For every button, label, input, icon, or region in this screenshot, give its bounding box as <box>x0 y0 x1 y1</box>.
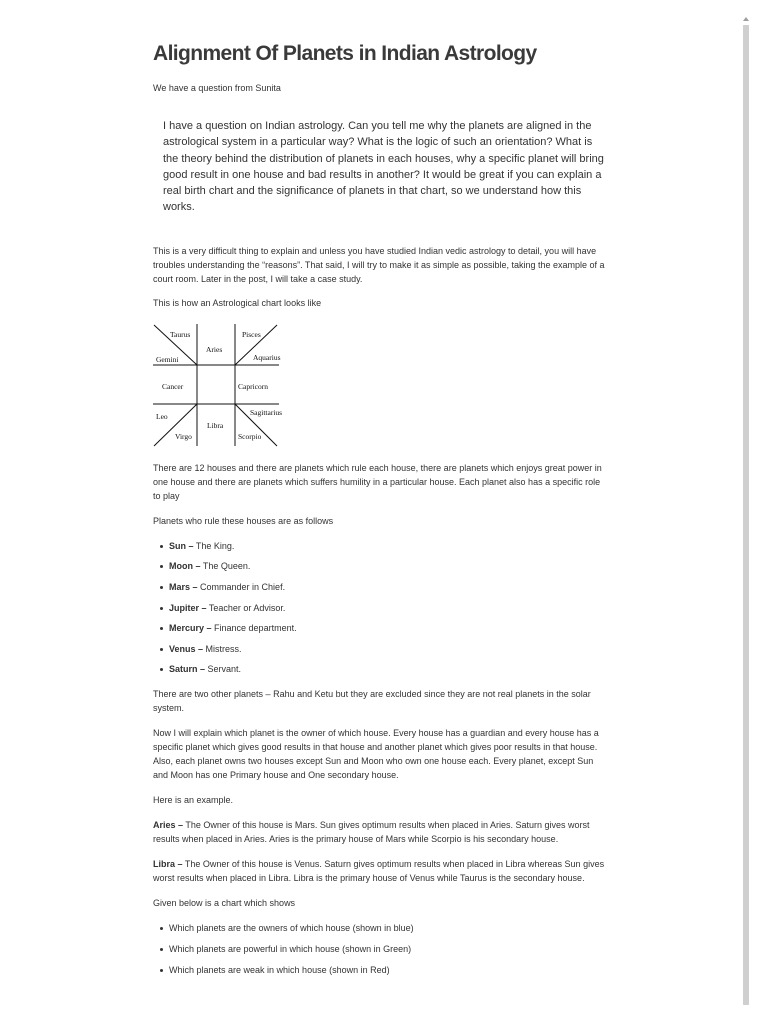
paragraph-aries <box>153 818 610 846</box>
planet-name: Sun – <box>169 540 194 551</box>
aries-text: The Owner of this house is Mars. Sun gives optimum results when placed in Aries. Saturn gives worst results when placed in Aries. Aries is the primary house of Mars while Scorpio is his secondary house. <box>153 820 590 845</box>
list-item <box>169 540 610 552</box>
label-sagittarius: Sagittarius <box>250 407 283 417</box>
intro-line: We have a question from Sunita <box>153 83 281 93</box>
list-item: Which planets are weak in which house (shown in Red) <box>169 964 610 976</box>
planet-name: Mars – <box>169 581 198 592</box>
planet-role: Mistress. <box>203 643 242 654</box>
planet-name: Jupiter – <box>169 602 207 613</box>
label-aries: Aries <box>206 344 223 354</box>
list-item: Which planets are the owners of which house (shown in blue) <box>169 922 610 934</box>
list-item <box>169 622 610 634</box>
planet-role: Finance department. <box>211 623 297 634</box>
label-taurus: Taurus <box>170 329 191 339</box>
list-item: Which planets are powerful in which house (shown in Green) <box>169 943 610 955</box>
list-item <box>169 581 610 593</box>
label-pisces: Pisces <box>242 329 261 339</box>
vertical-scrollbar[interactable] <box>740 0 768 1024</box>
planet-role: Servant. <box>205 664 242 675</box>
paragraph-example: Here is an example. <box>153 795 234 806</box>
planet-name: Venus – <box>169 643 204 654</box>
planet-list <box>153 540 610 676</box>
list-item <box>169 663 610 675</box>
label-capricorn: Capricorn <box>238 381 268 391</box>
paragraph-libra <box>153 857 610 885</box>
planet-role: Commander in Chief. <box>197 581 286 592</box>
astrology-chart <box>153 324 293 449</box>
paragraph-owners: Now I will explain which planet is the owner of which house. Every house has a guardian and every house has a specific planet which gives good results in that house and another planet which gives poor results in that house. Also, each planet owns two houses except Sun and Moon who own one house each. Every planet, except Sun and Moon has one Primary house and One secondary house. <box>153 728 599 781</box>
label-gemini: Gemini <box>156 354 179 364</box>
planet-role: Teacher or Advisor. <box>206 602 286 613</box>
planet-name: Mercury – <box>169 623 212 634</box>
rulers-intro: Planets who rule these houses are as follows <box>153 515 334 526</box>
chart-explanation-list <box>153 922 610 975</box>
list-item <box>169 560 610 572</box>
paragraph-difficulty: This is a very difficult thing to explain and unless you have studied Indian vedic astrology to detail, you will have troubles understanding the “reasons”. That said, I will try to make it as simple as possible, taking the example of a court room. Later in the post, I will take a case study. <box>153 245 605 284</box>
article-title: Alignment Of Planets in Indian Astrology <box>153 42 537 65</box>
paragraph-houses: There are 12 houses and there are planets which rule each house, there are planets which enjoys great power in one house and there are planets which suffers humility in a particular house. Each planet also has a specific role to play <box>153 462 602 501</box>
question-quote: I have a question on Indian astrology. Can you tell me why the planets are aligned in the astrological system in a particular way? What is the logic of such an orientation? What is the theory behind the distribution of planets in each houses, why a specific planet will bring good result in one house and bad results in another? It would be great if you can explain a real birth chart and the significance of planets in that chart, so we understand how this works. <box>163 120 604 214</box>
chart-list-intro: Given below is a chart which shows <box>153 898 296 909</box>
libra-text: The Owner of this house is Venus. Saturn gives optimum results when placed in Libra whereas Sun gives worst results when placed in Libra. Libra is the primary house of Venus while Taurus is the secondary house. <box>153 859 605 884</box>
label-virgo: Virgo <box>175 431 192 441</box>
planet-name: Moon – <box>169 561 201 572</box>
planet-name: Saturn – <box>169 664 206 675</box>
label-libra: Libra <box>207 420 224 430</box>
libra-label: Libra – <box>153 859 183 870</box>
label-aquarius: Aquarius <box>253 352 281 362</box>
label-cancer: Cancer <box>162 381 184 391</box>
aries-label: Aries – <box>153 820 184 831</box>
chart-intro: This is how an Astrological chart looks like <box>153 297 322 308</box>
list-item <box>169 643 610 655</box>
label-scorpio: Scorpio <box>238 431 262 441</box>
list-item <box>169 602 610 614</box>
scrollbar-thumb[interactable] <box>743 25 749 1005</box>
planet-role: The Queen. <box>200 561 251 572</box>
planet-role: The King. <box>193 540 235 551</box>
label-leo: Leo <box>156 411 168 421</box>
article <box>153 40 610 988</box>
scroll-up-icon[interactable] <box>743 17 749 21</box>
paragraph-rahu-ketu: There are two other planets – Rahu and Ketu but they are excluded since they are not real planets in the solar system. <box>153 689 591 714</box>
